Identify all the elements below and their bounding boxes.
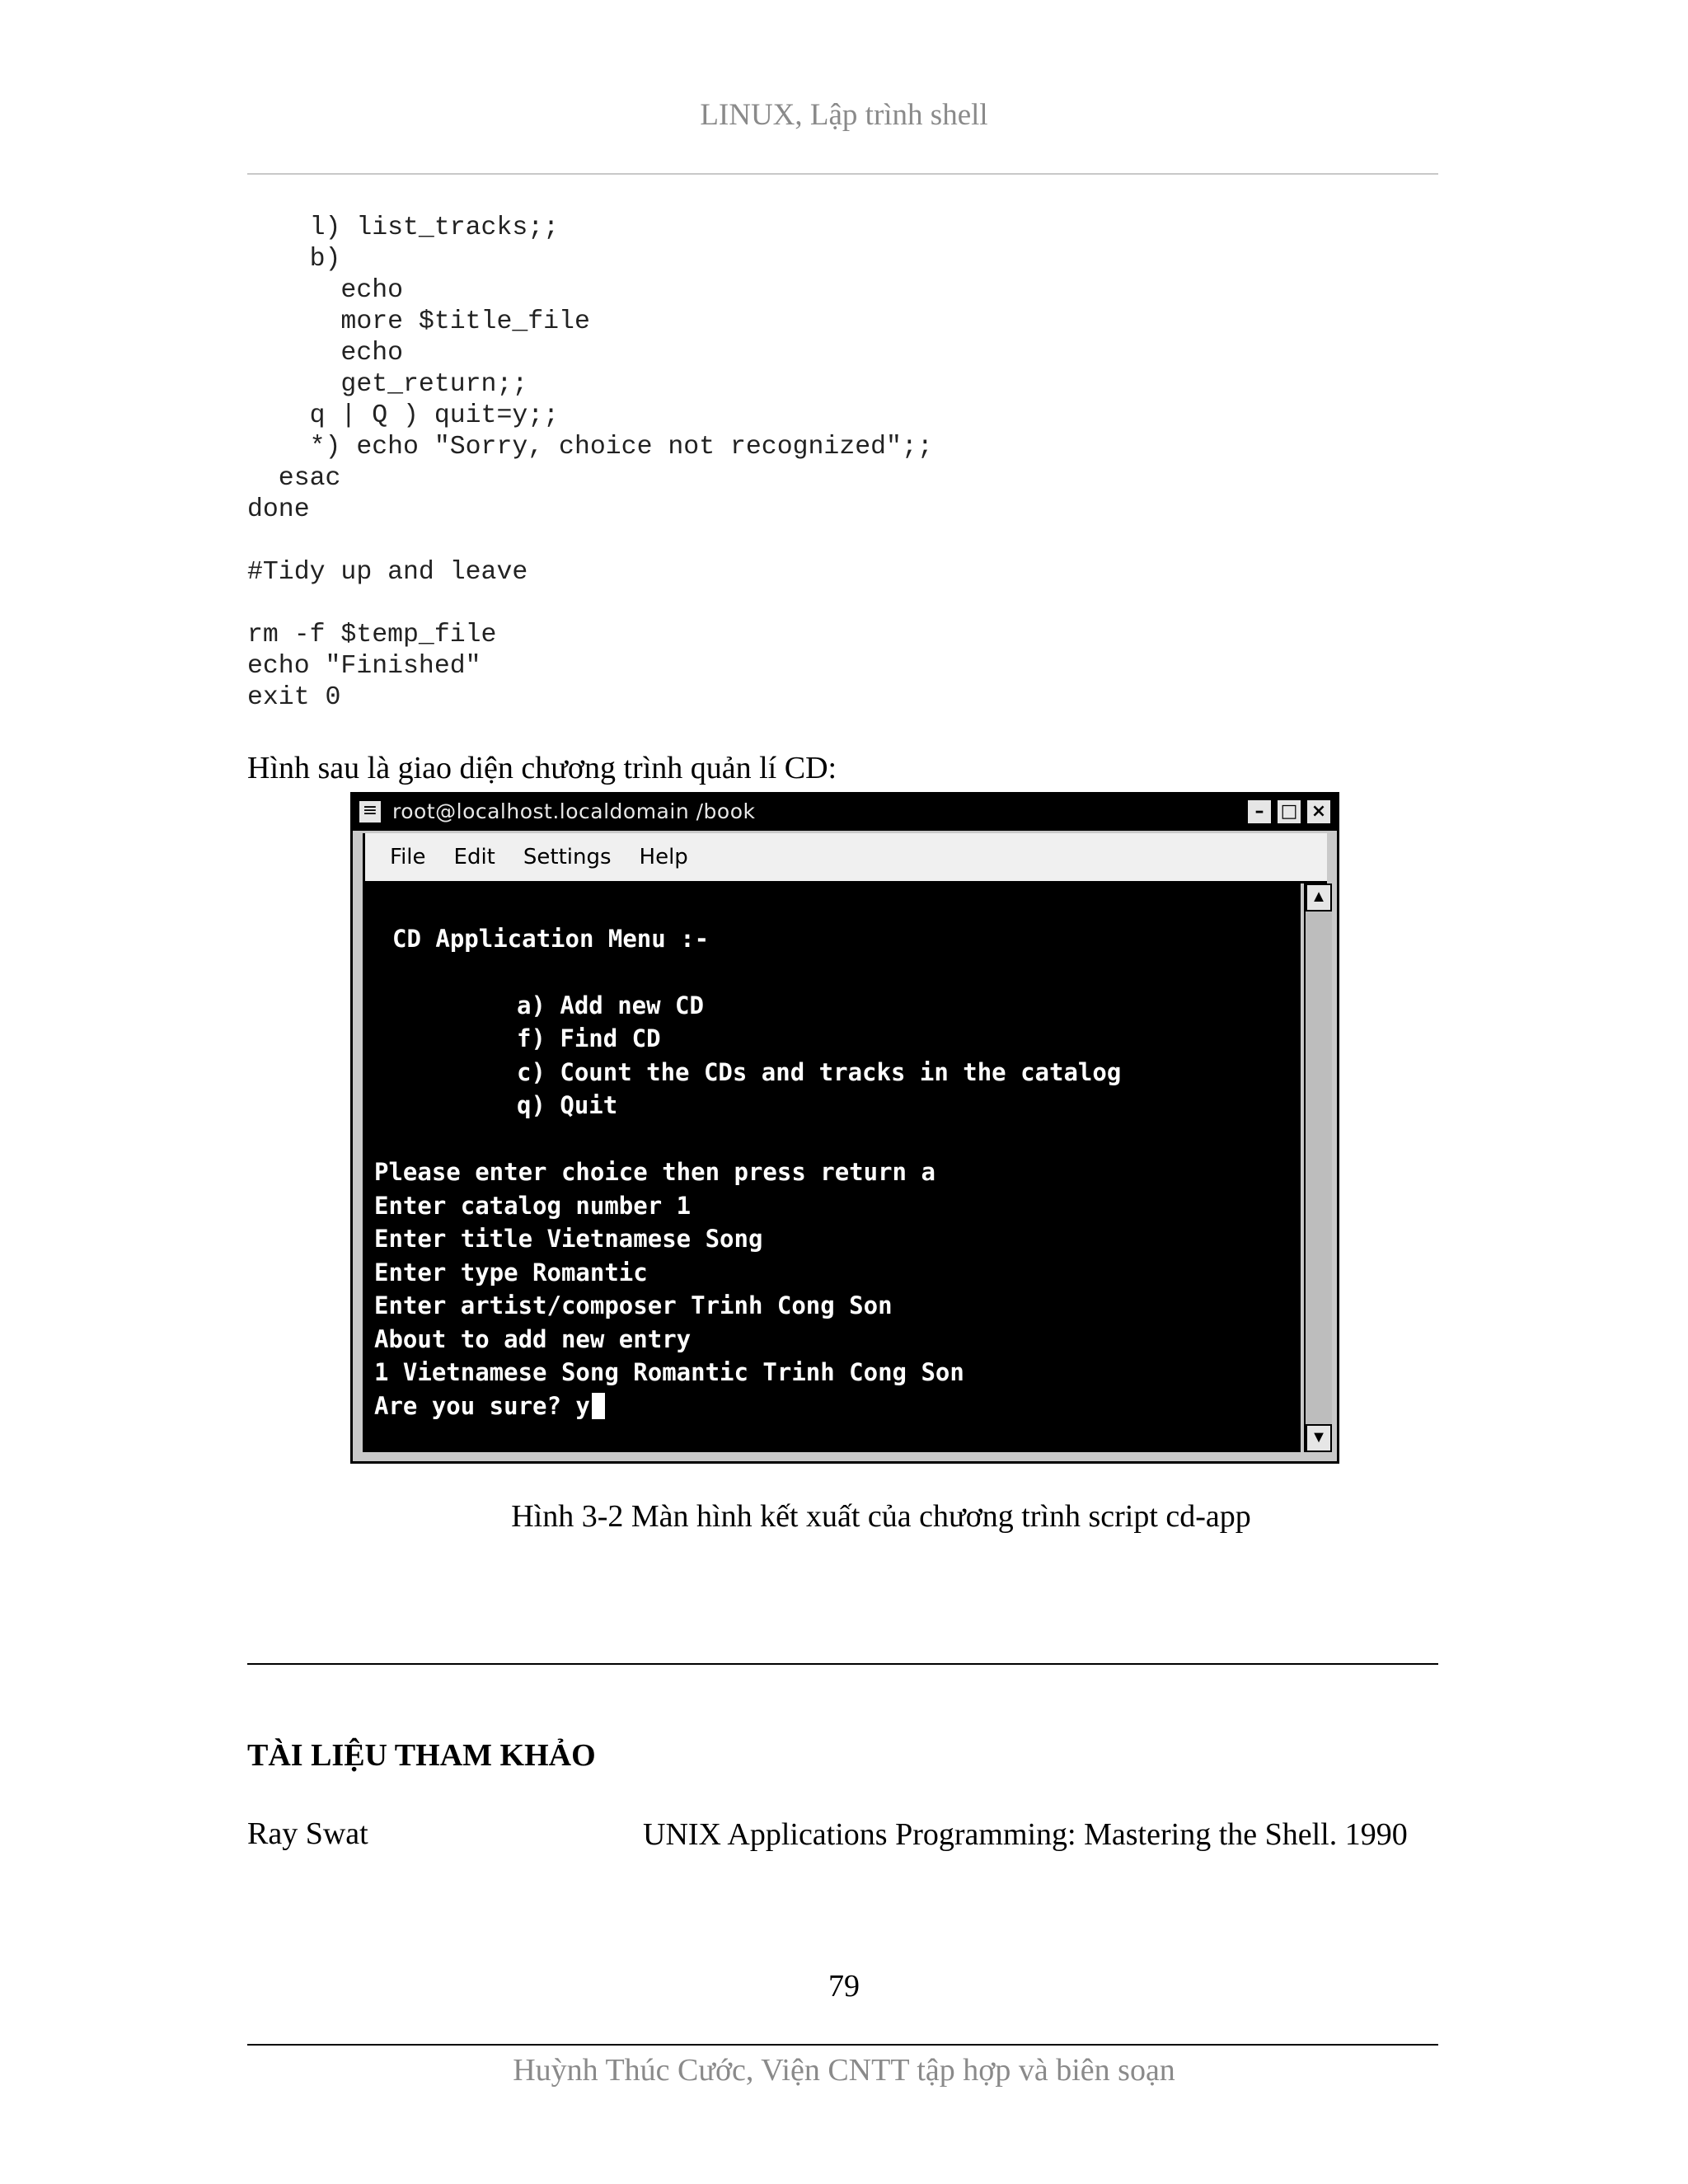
terminal-option: c) Count the CDs and tracks in the catalog bbox=[517, 1057, 1122, 1086]
code-listing bbox=[247, 213, 933, 714]
code-line: echo bbox=[247, 276, 404, 305]
terminal-window bbox=[350, 792, 1339, 1464]
menu-file[interactable]: File bbox=[390, 845, 426, 869]
code-line: #Tidy up and leave bbox=[247, 558, 528, 587]
terminal-line: Enter type Romantic bbox=[374, 1258, 648, 1286]
running-header: LINUX, Lập trình shell bbox=[700, 98, 988, 132]
terminal-line: Enter catalog number 1 bbox=[374, 1191, 692, 1220]
code-line: l) list_tracks;; bbox=[247, 213, 560, 242]
terminal-icon[interactable]: ≡ bbox=[358, 799, 382, 824]
terminal-line: 1 Vietnamese Song Romantic Trinh Cong Son bbox=[374, 1358, 964, 1386]
terminal-prompt: Are you sure? y bbox=[374, 1391, 590, 1420]
terminal-option: f) Find CD bbox=[517, 1024, 661, 1052]
terminal-line: Please enter choice then press return a bbox=[374, 1158, 935, 1186]
section-rule bbox=[247, 1663, 1438, 1665]
window-titlebar[interactable] bbox=[353, 794, 1337, 831]
code-line: more $title_file bbox=[247, 307, 590, 336]
menu-edit[interactable]: Edit bbox=[453, 845, 495, 869]
terminal-prompt-line bbox=[374, 1390, 1121, 1423]
reference-work: UNIX Applications Programming: Mastering the Shell. 1990 bbox=[643, 1817, 1408, 1852]
window-title: root@localhost.localdomain /book bbox=[392, 799, 756, 823]
terminal-line: Enter artist/composer Trinh Cong Son bbox=[374, 1291, 893, 1319]
code-line: echo bbox=[247, 339, 404, 368]
terminal-output bbox=[374, 888, 1121, 1422]
scroll-down-icon[interactable]: ▼ bbox=[1306, 1424, 1332, 1452]
code-line: *) echo "Sorry, choice not recognized";; bbox=[247, 433, 933, 462]
menu-bar bbox=[363, 833, 1327, 883]
minimize-icon[interactable]: – bbox=[1246, 799, 1273, 825]
scroll-up-icon[interactable]: ▲ bbox=[1306, 883, 1332, 912]
terminal-line: Enter title Vietnamese Song bbox=[374, 1225, 763, 1253]
terminal-line: About to add new entry bbox=[374, 1324, 692, 1353]
code-line: esac bbox=[247, 464, 341, 493]
close-icon[interactable]: × bbox=[1306, 799, 1332, 825]
terminal-menu-title: CD Application Menu :- bbox=[392, 924, 710, 953]
code-line: rm -f $temp_file bbox=[247, 621, 497, 649]
menu-settings[interactable]: Settings bbox=[523, 845, 612, 869]
terminal-screen[interactable] bbox=[363, 883, 1301, 1452]
code-line: b) bbox=[247, 245, 341, 274]
code-line: get_return;; bbox=[247, 370, 528, 399]
figure-intro: Hình sau là giao diện chương trình quản lí CD: bbox=[247, 751, 837, 785]
terminal-option: a) Add new CD bbox=[517, 991, 704, 1019]
reference-author: Ray Swat bbox=[247, 1816, 368, 1851]
code-line: q | Q ) quit=y;; bbox=[247, 401, 560, 430]
page-number: 79 bbox=[828, 1969, 860, 2004]
vertical-scrollbar[interactable] bbox=[1304, 883, 1332, 1452]
code-line: done bbox=[247, 495, 310, 524]
figure-caption: Hình 3-2 Màn hình kết xuất của chương trình script cd-app bbox=[511, 1499, 1251, 1534]
menu-help[interactable]: Help bbox=[639, 845, 688, 869]
header-rule bbox=[247, 173, 1438, 175]
running-footer: Huỳnh Thúc Cước, Viện CNTT tập hợp và biên soạn bbox=[513, 2053, 1175, 2088]
maximize-icon[interactable]: □ bbox=[1276, 799, 1302, 825]
code-line: exit 0 bbox=[247, 683, 341, 712]
text-cursor bbox=[592, 1393, 605, 1419]
footer-rule bbox=[247, 2044, 1438, 2046]
code-line: echo "Finished" bbox=[247, 652, 481, 681]
window-controls bbox=[1246, 799, 1332, 825]
terminal-option: q) Quit bbox=[517, 1091, 618, 1119]
references-heading: TÀI LIỆU THAM KHẢO bbox=[247, 1738, 596, 1773]
